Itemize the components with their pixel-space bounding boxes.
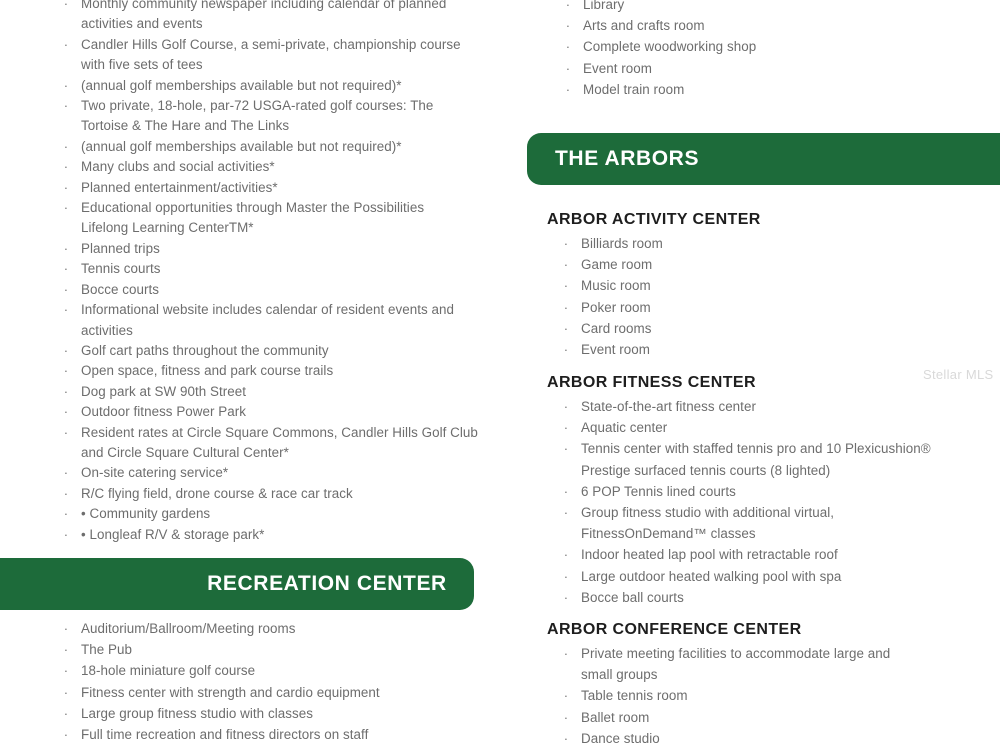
bullet-icon: · <box>565 0 571 12</box>
list-item <box>563 587 981 608</box>
list-item <box>581 460 981 481</box>
bullet-icon: · <box>63 36 69 52</box>
list-item-text: Music room <box>581 278 651 294</box>
list-item <box>81 218 481 238</box>
list-item-text: 18-hole miniature golf course <box>81 663 256 679</box>
bullet-icon: · <box>63 138 69 154</box>
bullet-icon: · <box>63 302 69 318</box>
bullet-icon: · <box>563 420 569 436</box>
list-item-text: Card rooms <box>581 320 652 336</box>
list-item <box>563 566 981 587</box>
list-item <box>63 361 481 381</box>
list-item <box>563 544 981 565</box>
list-item-text: Private meeting facilities to accommodate large and <box>581 646 891 661</box>
list-item-text: Large outdoor heated walking pool with spa <box>581 568 842 584</box>
bullet-icon: · <box>563 257 569 273</box>
bullet-icon: · <box>565 39 571 55</box>
bullet-icon: · <box>63 705 69 721</box>
arbor-fitness-heading: ARBOR FITNESS CENTER <box>547 374 756 391</box>
list-item <box>563 396 981 417</box>
list-item-text: Auditorium/Ballroom/Meeting rooms <box>81 621 296 636</box>
list-item-text: Many clubs and social activities* <box>81 159 275 175</box>
list-item-text: Candler Hills Golf Course, a semi-private, championship course <box>81 36 461 52</box>
recreation-center-list <box>63 618 481 745</box>
bullet-icon: · <box>63 342 69 358</box>
list-item <box>63 504 481 524</box>
list-item <box>563 728 981 749</box>
list-item <box>63 618 481 639</box>
list-item-text: Two private, 18-hole, par-72 USGA-rated golf courses: The <box>81 98 434 114</box>
list-item <box>563 481 981 502</box>
bullet-icon: · <box>563 483 569 499</box>
list-item <box>565 58 983 79</box>
list-item-text: Full time recreation and fitness directors on staff <box>81 727 369 743</box>
list-item-text: Informational website includes calendar of resident events and <box>81 302 455 318</box>
amenities-list <box>63 0 481 545</box>
bullet-icon: · <box>63 424 69 440</box>
list-item-text: Arts and crafts room <box>583 18 705 34</box>
list-item <box>81 14 481 34</box>
bullet-icon: · <box>63 727 69 743</box>
bullet-icon: · <box>563 342 569 358</box>
arbor-conference-list <box>563 643 981 749</box>
bullet-icon: · <box>565 60 571 76</box>
list-item-text: Event room <box>581 342 650 358</box>
bullet-icon: · <box>63 200 69 216</box>
list-item <box>63 300 481 320</box>
list-item-text: Tortoise & The Hare and The Links <box>81 118 290 134</box>
list-item <box>565 79 983 100</box>
clubhouse-list <box>565 0 983 100</box>
bullet-icon: · <box>563 688 569 704</box>
bullet-icon: · <box>63 621 69 636</box>
list-item-text: Monthly community newspaper including calendar of planned <box>81 0 447 11</box>
list-item <box>63 96 481 116</box>
list-item <box>63 198 481 218</box>
arbor-activity-list <box>563 233 981 360</box>
list-item-text: Bocce ball courts <box>581 589 684 605</box>
list-item <box>63 423 481 443</box>
list-item <box>563 643 981 664</box>
list-item-text: small groups <box>581 667 658 683</box>
list-item-text: Poker room <box>581 299 651 315</box>
list-item-text: Group fitness studio with additional virtual, <box>581 505 835 521</box>
bullet-icon: · <box>563 299 569 315</box>
list-item-text: State-of-the-art fitness center <box>581 399 756 414</box>
list-item <box>63 660 481 681</box>
list-item <box>81 55 481 75</box>
recreation-center-title: RECREATION CENTER <box>207 572 447 595</box>
list-item-text: Lifelong Learning CenterTM* <box>81 220 254 236</box>
list-item-text: Educational opportunities through Master the Possibilities <box>81 200 425 216</box>
list-item-text: R/C flying field, drone course & race car track <box>81 485 353 501</box>
list-item-text: Planned entertainment/activities* <box>81 179 278 195</box>
bullet-icon: · <box>63 663 69 679</box>
list-item-text: Fitness center with strength and cardio equipment <box>81 684 380 700</box>
list-item <box>581 664 981 685</box>
bullet-icon: · <box>63 281 69 297</box>
list-item <box>565 0 983 15</box>
list-item <box>81 443 481 463</box>
list-item-text: with five sets of tees <box>81 57 203 73</box>
list-item-text: Golf cart paths throughout the community <box>81 342 329 358</box>
list-item-text: Indoor heated lap pool with retractable roof <box>581 547 838 563</box>
bullet-icon: · <box>63 98 69 114</box>
list-item-text: Billiards room <box>581 236 663 251</box>
list-item-text: • Longleaf R/V & storage park* <box>81 526 265 542</box>
bullet-icon: · <box>63 77 69 93</box>
list-item-text: 6 POP Tennis lined courts <box>581 483 736 499</box>
bullet-icon: · <box>63 506 69 522</box>
list-item <box>563 254 981 275</box>
list-item <box>63 525 481 545</box>
list-item-text: Tennis center with staffed tennis pro and 10 Plexicushion® <box>581 441 931 457</box>
bullet-icon: · <box>563 505 569 521</box>
arbor-activity-heading: ARBOR ACTIVITY CENTER <box>547 211 761 228</box>
list-item <box>63 137 481 157</box>
list-item-text: • Community gardens <box>81 506 211 522</box>
list-item-text: Tennis courts <box>81 261 161 277</box>
list-item <box>81 321 481 341</box>
list-item-text: Game room <box>581 257 653 273</box>
list-item <box>581 523 981 544</box>
bullet-icon: · <box>63 240 69 256</box>
list-item <box>563 233 981 254</box>
bullet-icon: · <box>63 363 69 379</box>
bullet-icon: · <box>63 0 69 11</box>
bullet-icon: · <box>63 526 69 542</box>
list-item <box>563 707 981 728</box>
arbor-conference-heading: ARBOR CONFERENCE CENTER <box>547 621 802 638</box>
list-item <box>565 36 983 57</box>
bullet-icon: · <box>563 568 569 584</box>
list-item-text: Model train room <box>583 81 685 97</box>
list-item-text: Dance studio <box>581 730 660 746</box>
list-item-text: Aquatic center <box>581 420 668 436</box>
list-item-text: Prestige surfaced tennis courts (8 lighted) <box>581 462 831 478</box>
list-item-text: Ballet room <box>581 709 650 725</box>
list-item-text: Outdoor fitness Power Park <box>81 404 247 420</box>
recreation-center-banner <box>0 558 474 610</box>
bullet-icon: · <box>63 383 69 399</box>
list-item-text: activities and events <box>81 16 203 32</box>
list-item <box>63 402 481 422</box>
list-item <box>563 685 981 706</box>
list-item-text: Open space, fitness and park course trails <box>81 363 334 379</box>
list-item <box>63 178 481 198</box>
list-item-text: Event room <box>583 60 652 76</box>
bullet-icon: · <box>565 81 571 97</box>
list-item <box>63 76 481 96</box>
list-item-text: The Pub <box>81 642 132 658</box>
list-item-text: On-site catering service* <box>81 465 229 481</box>
list-item-text: Planned trips <box>81 240 160 256</box>
list-item-text: Library <box>583 0 625 12</box>
list-item <box>63 0 481 14</box>
bullet-icon: · <box>63 261 69 277</box>
bullet-icon: · <box>563 709 569 725</box>
list-item <box>63 724 481 745</box>
bullet-icon: · <box>563 278 569 294</box>
list-item-text: FitnessOnDemand™ classes <box>581 526 756 542</box>
list-item-text: Table tennis room <box>581 688 688 704</box>
bullet-icon: · <box>563 646 569 661</box>
list-item <box>63 239 481 259</box>
list-item <box>63 35 481 55</box>
bullet-icon: · <box>563 730 569 746</box>
list-item-text: Large group fitness studio with classes <box>81 705 313 721</box>
watermark: Stellar MLS <box>923 367 994 382</box>
list-item-text: activities <box>81 322 133 338</box>
bullet-icon: · <box>63 642 69 658</box>
list-item-text: Bocce courts <box>81 281 160 297</box>
list-item-text: (annual golf memberships available but not required)* <box>81 138 402 154</box>
bullet-icon: · <box>63 404 69 420</box>
bullet-icon: · <box>565 18 571 34</box>
list-item <box>563 417 981 438</box>
the-arbors-banner <box>527 133 1000 185</box>
list-item <box>563 275 981 296</box>
bullet-icon: · <box>563 589 569 605</box>
list-item <box>63 382 481 402</box>
list-item <box>563 502 981 523</box>
bullet-icon: · <box>63 684 69 700</box>
list-item <box>563 438 981 459</box>
arbor-fitness-list <box>563 396 981 608</box>
list-item <box>63 280 481 300</box>
list-item <box>81 116 481 136</box>
bullet-icon: · <box>63 179 69 195</box>
list-item-text: (annual golf memberships available but not required)* <box>81 77 402 93</box>
the-arbors-title: THE ARBORS <box>555 147 700 170</box>
list-item <box>563 297 981 318</box>
bullet-icon: · <box>63 485 69 501</box>
list-item <box>63 484 481 504</box>
bullet-icon: · <box>563 547 569 563</box>
list-item <box>63 703 481 724</box>
bullet-icon: · <box>63 465 69 481</box>
bullet-icon: · <box>563 236 569 251</box>
list-item-text: Dog park at SW 90th Street <box>81 383 247 399</box>
list-item <box>63 682 481 703</box>
bullet-icon: · <box>563 320 569 336</box>
bullet-icon: · <box>63 159 69 175</box>
list-item <box>563 339 981 360</box>
bullet-icon: · <box>563 441 569 457</box>
list-item <box>565 15 983 36</box>
list-item <box>63 639 481 660</box>
list-item-text: Resident rates at Circle Square Commons, Candler Hills Golf Club <box>81 424 478 440</box>
list-item <box>63 341 481 361</box>
list-item <box>63 463 481 483</box>
list-item <box>63 157 481 177</box>
bullet-icon: · <box>563 399 569 414</box>
list-item <box>563 318 981 339</box>
list-item-text: Complete woodworking shop <box>583 39 757 55</box>
list-item <box>63 259 481 279</box>
list-item-text: and Circle Square Cultural Center* <box>81 444 289 460</box>
